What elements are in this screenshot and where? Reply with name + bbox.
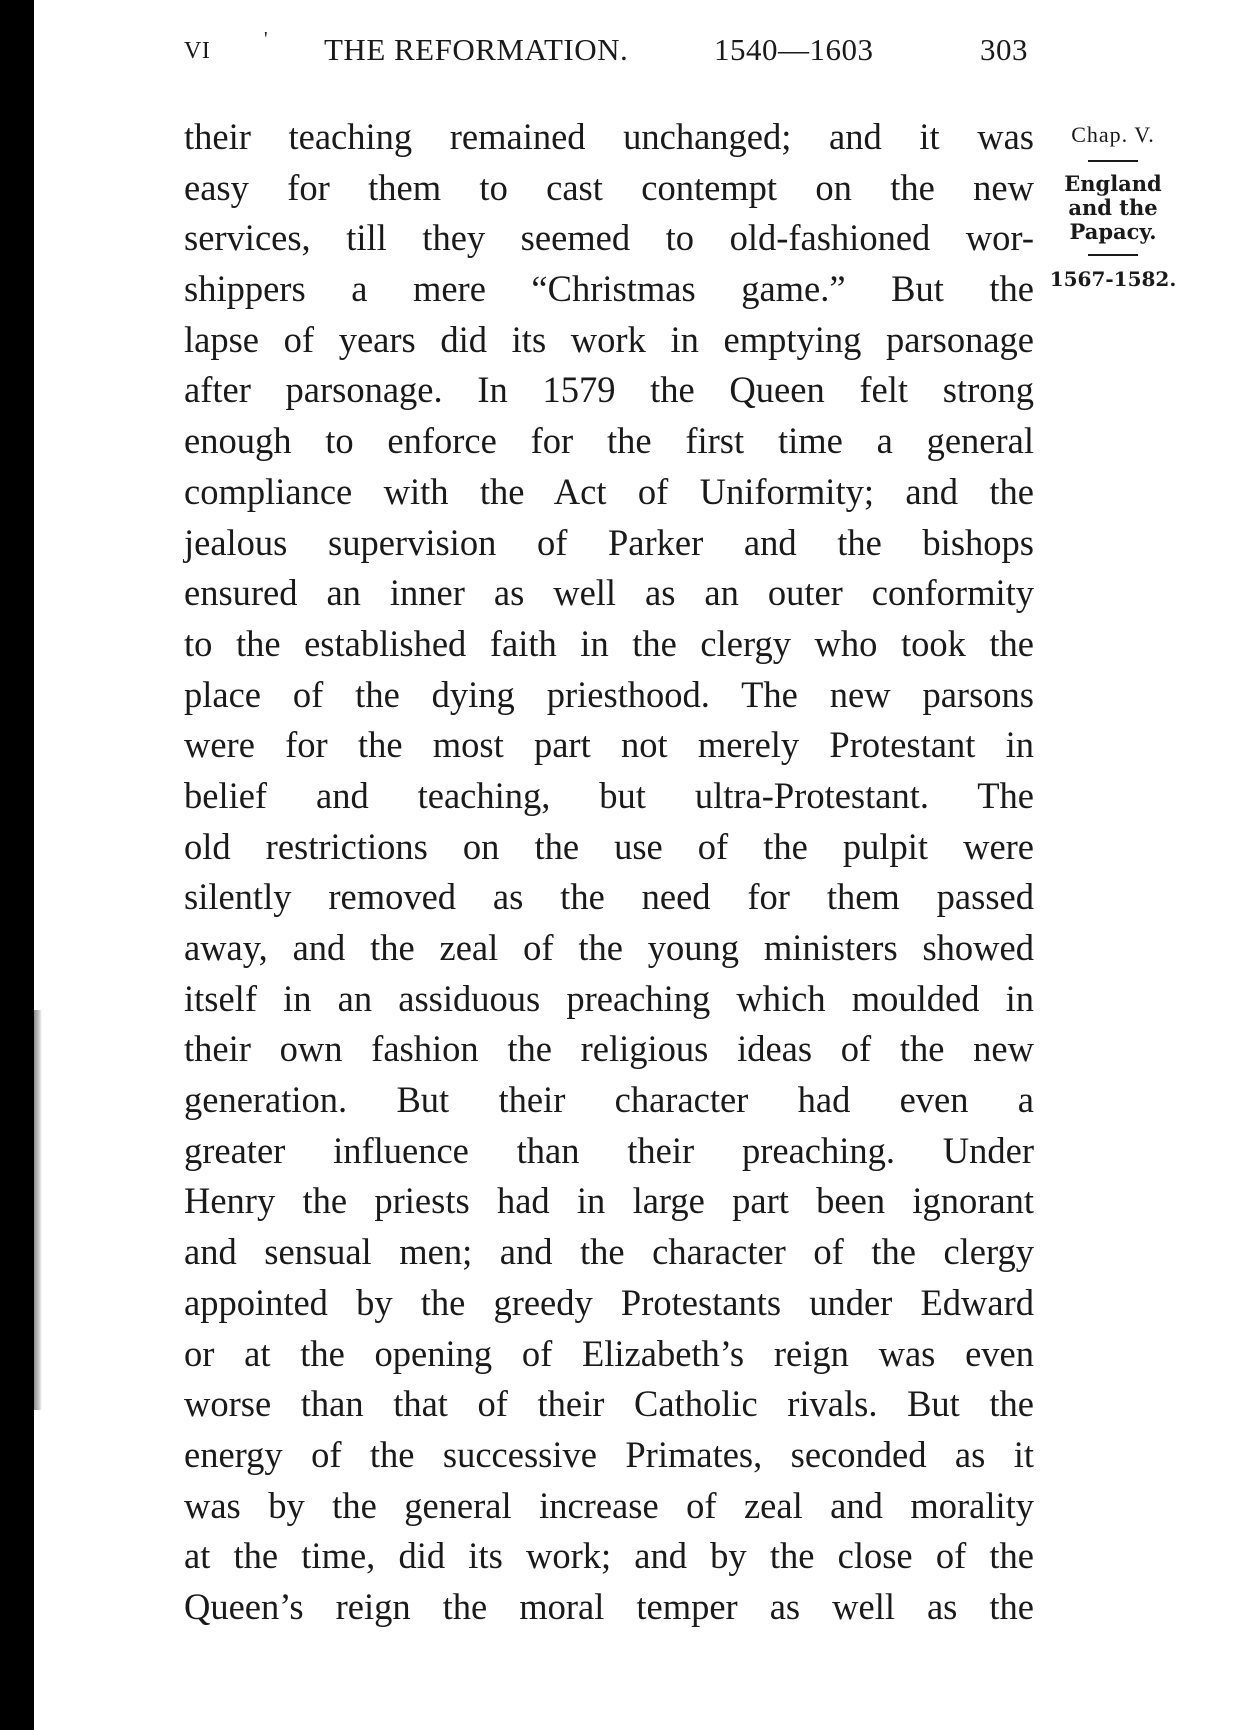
marginal-note-topic-line: and the (1068, 195, 1158, 220)
body-line: their teaching remained unchanged; and it was (184, 116, 1034, 157)
marginal-note-topic-line: Papacy. (1069, 219, 1157, 244)
body-line: after parsonage. In 1579 the Queen felt strong (184, 369, 1034, 411)
body-line: shippers a mere “Christmas game.” But the (184, 268, 1034, 310)
marginal-note-rule (1088, 254, 1138, 256)
body-line: services, till they seemed to old-fashioned wor- (184, 217, 1034, 259)
marginal-note-chapter: Chap. V. (1071, 122, 1155, 147)
body-line: easy for them to cast contempt on the new (184, 166, 1034, 208)
body-line: ensured an inner as well as an outer conformity (184, 572, 1034, 614)
running-head-chapter-numeral: VI (184, 38, 211, 64)
running-head-title: THE REFORMATION. (324, 32, 629, 67)
page-number: 303 (980, 32, 1028, 67)
page-binding-edge (0, 0, 34, 1730)
marginal-note (1048, 120, 1178, 292)
running-head (184, 28, 1034, 72)
body-line: appointed by the greedy Protestants under Edward (184, 1281, 1034, 1323)
body-line: away, and the zeal of the young ministers showed (184, 927, 1034, 968)
marginal-note-rule (1088, 160, 1138, 162)
body-line: place of the dying priesthood. The new parsons (184, 673, 1034, 715)
body-line: itself in an assiduous preaching which moulded in (184, 977, 1034, 1019)
body-line: greater influence than their preaching. Under (184, 1129, 1034, 1171)
page-binding-shadow (34, 1010, 42, 1410)
body-line: were for the most part not merely Protestant in (184, 724, 1034, 766)
body-line: or at the opening of Elizabeth’s reign was even (184, 1332, 1034, 1374)
body-line: silently removed as the need for them passed (184, 876, 1034, 918)
body-line: and sensual men; and the character of the clergy (184, 1231, 1034, 1273)
running-head-dates: 1540—1603 (714, 32, 874, 67)
body-line: jealous supervision of Parker and the bishops (184, 521, 1034, 563)
marginal-note-years: 1567-1582. (1049, 267, 1177, 291)
body-line: compliance with the Act of Uniformity; and the (184, 470, 1034, 512)
body-line: their own fashion the religious ideas of the new (184, 1028, 1034, 1070)
marginal-note-topic-line: England (1064, 171, 1162, 196)
running-head-mark: ' (264, 28, 269, 50)
body-line: Queen’s reign the moral temper as well as the (184, 1585, 1034, 1627)
body-line: worse than that of their Catholic rivals. But the (184, 1383, 1034, 1425)
body-line: to the established faith in the clergy who took the (184, 622, 1034, 664)
body-line: was by the general increase of zeal and morality (184, 1484, 1034, 1526)
body-line: at the time, did its work; and by the close of the (184, 1535, 1034, 1577)
body-line: belief and teaching, but ultra-Protestant. The (184, 774, 1034, 816)
body-line: enough to enforce for the first time a general (184, 420, 1034, 462)
body-line: generation. But their character had even a (184, 1079, 1034, 1121)
body-line: energy of the successive Primates, seconded as it (184, 1433, 1034, 1475)
body-text (184, 112, 1034, 1633)
body-line: Henry the priests had in large part been ignorant (184, 1180, 1034, 1222)
body-line: old restrictions on the use of the pulpit were (184, 825, 1034, 867)
body-line: lapse of years did its work in emptying parsonage (184, 318, 1034, 360)
